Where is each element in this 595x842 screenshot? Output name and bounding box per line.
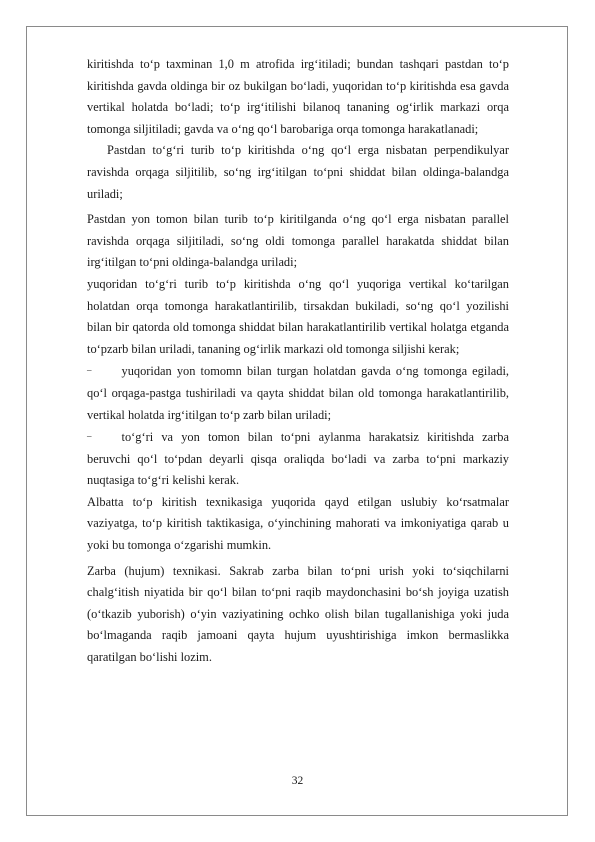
paragraph-5: Albatta to‘p kiritish texnikasiga yuqorida qayd etilgan uslubiy ko‘rsatmalar vaziyatga, to‘p kiritish taktikasiga, o‘yinchining mahorati va imkoniyatiga qarab u yoki bu tomonga o‘zgarishi mumkin. [87, 494, 509, 553]
page-number: 32 [291, 775, 304, 787]
document-body [87, 54, 509, 669]
bullet-text: to‘g‘ri va yon tomon bilan to‘pni aylanma harakatsiz kiritishda zarba beruvchi qo‘l to‘pdan deyarli qisqa oraliqda bo‘ladi va zarba to‘pni markaziy nuqtasiga to‘g‘ri kelishi kerak. [87, 430, 509, 488]
bullet-item-2 [87, 426, 509, 492]
dash-icon [87, 364, 92, 378]
paragraph-4: yuqoridan to‘g‘ri turib to‘p kiritishda o‘ng qo‘l yuqoriga vertikal ko‘tarilgan holatdan orqa tomonga harakatlantirilib, tirsakdan bukiladi, so‘ng qo‘l yozilishi bilan bir qatorda old tomonga shiddat bilan harakatlantirilib vertikal holatga etganda to‘pzarb bilan uriladi, tananing og‘irlik markazi old tomonga siljishi kerak; [87, 276, 509, 356]
paragraph-2: Pastdan to‘g‘ri turib to‘p kiritishda o‘ng qo‘l erga nisbatan perpendikulyar ravishda orqaga siljitilib, so‘ng irg‘itilgan to‘pni shiddat bilan oldinga-balandga uriladi; [87, 143, 509, 201]
paragraph-6: Zarba (hujum) texnikasi. Sakrab zarba bilan to‘pni urish yoki to‘siqchilarni chalg‘itish niyatida bir qo‘l bilan to‘pni raqib maydonchasini bo‘sh joyiga uzatish (o‘tkazib yuborish) o‘yin vaziyatining ochko olish bilan tugallanishiga yoki juda bo‘lmaganda raqib jamoani qayta hujum uyushtirishiga imkon bermaslikka qaratilgan bo‘lishi lozim. [87, 563, 509, 665]
paragraph-3: Pastdan yon tomon bilan turib to‘p kiritilganda o‘ng qo‘l erga nisbatan parallel ravishda orqaga siljitiladi, so‘ng oldi tomonga parallel harakatda shiddat bilan irg‘itilgan to‘pni oldinga-balandga uriladi; [87, 212, 509, 270]
paragraph-1: kiritishda to‘p taxminan 1,0 m atrofida irg‘itiladi; bundan tashqari pastdan to‘p kiritishda gavda oldinga bir oz bukilgan bo‘ladi, yuqoridan to‘p kiritishda esa gavda vertikal holatda bo‘ladi; to‘p irg‘itilishi bilanoq tananing og‘irlik markazi orqa tomonga siljitiladi; gavda va o‘ng qo‘l barobariga orqa tomonga harakatlanadi; [87, 57, 509, 136]
bullet-item-1 [87, 360, 509, 426]
dash-icon [87, 430, 92, 444]
bullet-text: yuqoridan yon tomomn bilan turgan holatdan gavda o‘ng tomonga egiladi, qo‘l orqaga-pastga tushiriladi va qayta shiddat bilan old tomonga harakatlantirilib, vertikal holatda irg‘itilgan to‘p zarb bilan uriladi; [87, 364, 509, 422]
